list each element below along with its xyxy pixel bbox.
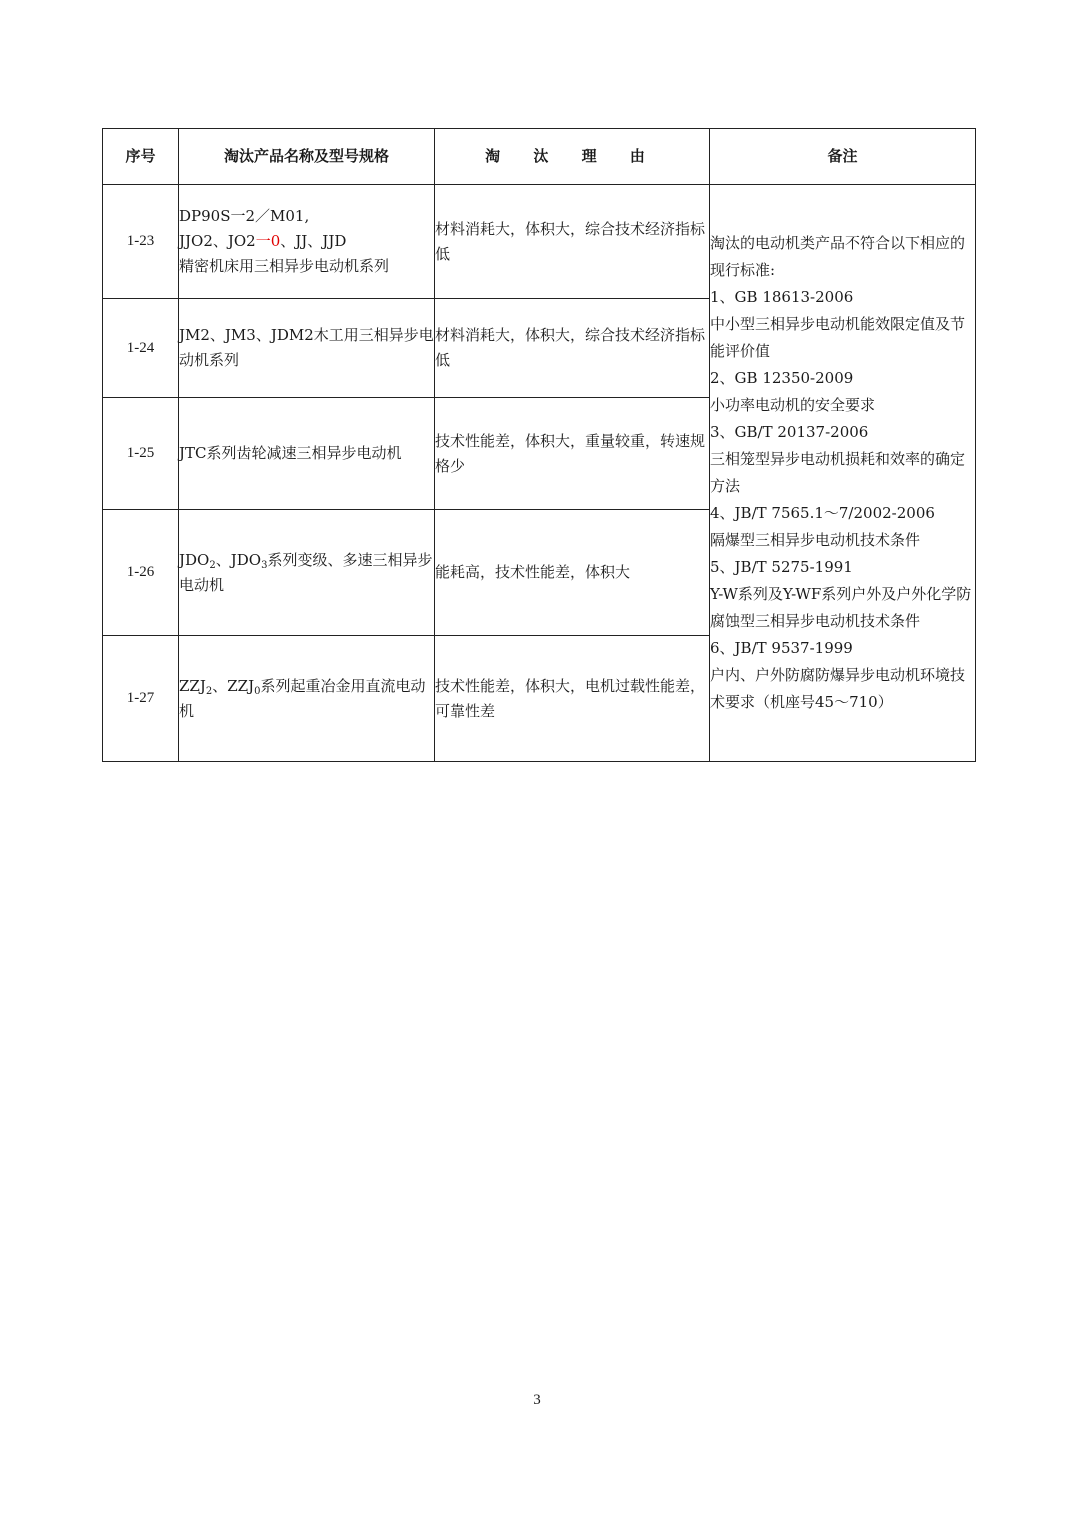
product-name-part: ZZJ — [179, 676, 206, 695]
row-reason: 材料消耗大，体积大，综合技术经济指标低 — [435, 185, 710, 299]
product-name-line: 精密机床用三相异步电动机系列 — [179, 257, 390, 275]
row-serial-no: 1-25 — [103, 398, 179, 510]
remark-line: 1、GB 18613-2006 — [710, 288, 854, 306]
remark-line: 三相笼型异步电动机损耗和效率的确定方法 — [710, 450, 966, 495]
row-serial-no: 1-27 — [103, 636, 179, 762]
remark-line: 隔爆型三相异步电动机技术条件 — [710, 531, 921, 549]
subscript: 2 — [209, 559, 216, 571]
highlighted-text: 一0 — [255, 232, 281, 250]
remarks-cell — [710, 185, 976, 762]
subscript: 3 — [261, 559, 268, 571]
remark-line: 3、GB/T 20137-2006 — [710, 423, 869, 441]
remark-line: 小功率电动机的安全要求 — [710, 396, 876, 414]
row-reason: 技术性能差，体积大，重量较重，转速规格少 — [435, 398, 710, 510]
product-name-part: JDO — [179, 550, 210, 569]
table-header-row — [103, 129, 976, 185]
subscript: 2 — [205, 685, 213, 697]
row-product-name — [179, 185, 435, 299]
row-product-name — [179, 510, 435, 636]
product-name-part: JJO2、JO2 — [179, 232, 256, 250]
remark-line: 中小型三相异步电动机能效限定值及节能评价值 — [710, 315, 966, 360]
remark-line: 5、JB/T 5275-1991 — [710, 558, 853, 576]
row-reason: 技术性能差，体积大，电机过载性能差，可靠性差 — [435, 636, 710, 762]
remark-line: 淘汰的电动机类产品不符合以下相应的现行标准: — [710, 234, 966, 279]
row-serial-no: 1-23 — [103, 185, 179, 299]
product-name-line: DP90S一2／M01, — [179, 207, 310, 225]
row-serial-no: 1-26 — [103, 510, 179, 636]
remark-line: 6、JB/T 9537-1999 — [710, 639, 853, 657]
row-serial-no: 1-24 — [103, 299, 179, 398]
row-reason: 能耗高，技术性能差，体积大 — [435, 510, 710, 636]
remark-line: Y-W系列及Y-WF系列户外及户外化学防腐蚀型三相异步电动机技术条件 — [710, 585, 972, 630]
header-reason-text: 淘 汰 理 由 — [485, 147, 659, 165]
product-name-line — [179, 229, 434, 254]
remark-line: 4、JB/T 7565.1～7/2002-2006 — [710, 504, 935, 522]
row-product-name — [179, 636, 435, 762]
elimination-table — [102, 128, 976, 762]
product-name-part: 系列起重冶金用直流电动机 — [179, 676, 426, 720]
row-product-name: JM2、JM3、JDM2木工用三相异步电动机系列 — [179, 299, 435, 398]
product-name-part: 、ZZJ — [212, 676, 255, 695]
header-remarks: 备注 — [710, 129, 976, 185]
header-serial-no: 序号 — [103, 129, 179, 185]
row-product-name: JTC系列齿轮减速三相异步电动机 — [179, 398, 435, 510]
row-reason: 材料消耗大，体积大，综合技术经济指标低 — [435, 299, 710, 398]
product-name-part: 、JDO — [215, 550, 262, 569]
remark-line: 2、GB 12350-2009 — [710, 369, 854, 387]
page-number: 3 — [533, 1392, 541, 1408]
subscript: 0 — [254, 685, 261, 697]
product-name-part: 、JJ、JJD — [280, 232, 347, 250]
header-product-name: 淘汰产品名称及型号规格 — [179, 129, 435, 185]
table-row — [103, 185, 976, 299]
header-reason — [435, 129, 710, 185]
product-name-part: 系列变级、多速三相异步电动机 — [179, 550, 433, 594]
remark-line: 户内、户外防腐防爆异步电动机环境技术要求（机座号45～710） — [710, 666, 966, 711]
